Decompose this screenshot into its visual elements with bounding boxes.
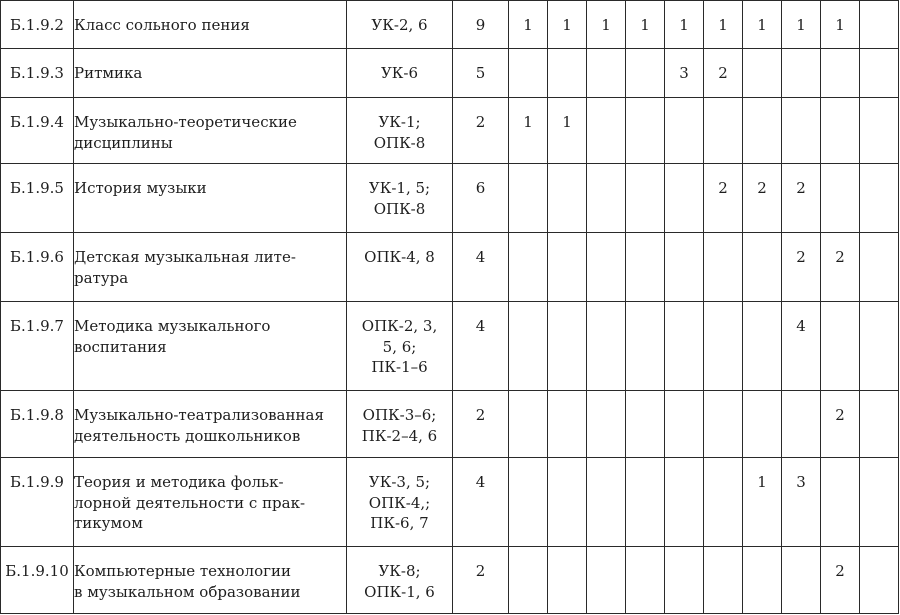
semester-cell-7 [743,98,782,164]
semester-cell-3 [587,391,626,458]
discipline-name-cell [74,233,347,302]
total-credits-cell: 4 [453,458,509,547]
discipline-name-cell [74,547,347,614]
semester-cell-9: 1 [821,1,860,49]
discipline-name-cell [74,302,347,391]
discipline-name-line: Теория и методика фольк- [74,473,284,491]
semester-cell-1 [509,302,548,391]
table-body [1,1,900,614]
competencies-cell [347,458,453,547]
discipline-name-cell [74,164,347,233]
semester-cell-4 [626,302,665,391]
table-row [1,98,900,164]
competency-line: УК-6 [380,64,419,82]
semester-cell-6: 1 [704,1,743,49]
semester-cell-5 [665,391,704,458]
semester-cell-1 [509,49,548,98]
discipline-name-line: в музыкальном образовании [74,582,301,601]
competency-line: ОПК-8 [373,133,426,152]
semester-cell-10 [860,547,899,614]
discipline-name-line: Музыкально-театрализованная [74,406,324,424]
discipline-name-line: Класс сольного пения [74,16,250,34]
discipline-name-cell [74,1,347,49]
semester-cell-10 [860,302,899,391]
semester-cell-8: 4 [782,302,821,391]
semester-cell-6 [704,302,743,391]
semester-cell-7 [743,233,782,302]
semester-cell-6 [704,233,743,302]
semester-cell-7 [743,49,782,98]
total-credits-cell: 4 [453,302,509,391]
competency-line: УК-2, 6 [371,16,428,34]
semester-cell-6 [704,547,743,614]
discipline-name-line: дисциплины [74,133,173,152]
discipline-code-cell: Б.1.9.8 [1,391,74,458]
semester-cell-4 [626,233,665,302]
table-row [1,164,900,233]
competency-line: ОПК-4,; [368,493,431,512]
competencies-cell [347,1,453,49]
semester-cell-7 [743,391,782,458]
discipline-name-line: деятельность дошкольников [74,426,301,445]
semester-cell-5 [665,233,704,302]
semester-cell-8: 2 [782,164,821,233]
semester-cell-1: 1 [509,98,548,164]
semester-cell-2 [548,302,587,391]
semester-cell-4 [626,458,665,547]
discipline-code-cell: Б.1.9.5 [1,164,74,233]
semester-cell-3 [587,547,626,614]
semester-cell-10 [860,233,899,302]
semester-cell-3 [587,458,626,547]
semester-cell-2 [548,458,587,547]
semester-cell-2 [548,164,587,233]
semester-cell-3 [587,164,626,233]
semester-cell-9: 2 [821,233,860,302]
semester-cell-2: 1 [548,98,587,164]
competency-line: ОПК-4, 8 [364,248,435,266]
semester-cell-5: 3 [665,49,704,98]
semester-cell-10 [860,1,899,49]
discipline-name-line: Музыкально-теоретические [74,113,297,131]
semester-cell-7: 1 [743,1,782,49]
discipline-code-cell: Б.1.9.7 [1,302,74,391]
semester-cell-5: 1 [665,1,704,49]
semester-cell-6 [704,98,743,164]
semester-cell-7: 2 [743,164,782,233]
semester-cell-1 [509,391,548,458]
semester-cell-6: 2 [704,49,743,98]
competency-line: УК-1; [378,113,421,131]
competency-line: ОПК-8 [373,199,426,218]
total-credits-cell: 5 [453,49,509,98]
semester-cell-10 [860,98,899,164]
semester-cell-9: 2 [821,391,860,458]
semester-cell-3 [587,98,626,164]
total-credits-cell: 9 [453,1,509,49]
discipline-code-cell: Б.1.9.3 [1,49,74,98]
semester-cell-8: 3 [782,458,821,547]
semester-cell-3 [587,49,626,98]
discipline-code-cell: Б.1.9.2 [1,1,74,49]
semester-cell-5 [665,547,704,614]
semester-cell-8: 1 [782,1,821,49]
semester-cell-5 [665,164,704,233]
semester-cell-9 [821,98,860,164]
competency-line: ОПК-3–6; [362,406,437,424]
semester-cell-8 [782,49,821,98]
competency-line: УК-3, 5; [368,473,431,491]
semester-cell-6 [704,458,743,547]
semester-cell-10 [860,164,899,233]
semester-cell-7 [743,302,782,391]
competency-line: ОПК-1, 6 [364,582,435,601]
competencies-cell [347,547,453,614]
semester-cell-3 [587,233,626,302]
semester-cell-4 [626,98,665,164]
competencies-cell [347,302,453,391]
semester-cell-9 [821,164,860,233]
semester-cell-8: 2 [782,233,821,302]
competency-line: ПК-6, 7 [370,514,429,532]
semester-cell-8 [782,547,821,614]
semester-cell-3: 1 [587,1,626,49]
discipline-name-line: Детская музыкальная лите- [74,248,296,266]
semester-cell-9 [821,49,860,98]
competency-line: УК-1, 5; [368,179,431,197]
table-row [1,302,900,391]
competencies-cell [347,233,453,302]
semester-cell-4 [626,49,665,98]
table-row [1,233,900,302]
semester-cell-1 [509,233,548,302]
discipline-name-cell [74,458,347,547]
semester-cell-10 [860,391,899,458]
semester-cell-9 [821,458,860,547]
semester-cell-5 [665,302,704,391]
semester-cell-4 [626,547,665,614]
semester-cell-2 [548,49,587,98]
semester-cell-1: 1 [509,1,548,49]
table-row [1,391,900,458]
semester-cell-8 [782,98,821,164]
discipline-name-line: Ритмика [74,64,143,82]
competencies-cell [347,164,453,233]
discipline-code-cell: Б.1.9.9 [1,458,74,547]
discipline-code-cell: Б.1.9.6 [1,233,74,302]
semester-cell-2 [548,547,587,614]
total-credits-cell: 4 [453,233,509,302]
discipline-name-line: История музыки [74,179,207,197]
semester-cell-9 [821,302,860,391]
competency-line: ПК-2–4, 6 [361,426,438,445]
competency-line: 5, 6; [382,337,417,356]
discipline-name-line: тикумом [74,514,143,532]
total-credits-cell: 2 [453,391,509,458]
semester-cell-5 [665,98,704,164]
semester-cell-7 [743,547,782,614]
table-row [1,458,900,547]
table-row [1,49,900,98]
semester-cell-2 [548,233,587,302]
discipline-name-line: Методика музыкального [74,317,271,335]
discipline-name-line: воспитания [74,337,167,356]
discipline-code-cell: Б.1.9.10 [1,547,74,614]
competencies-cell [347,391,453,458]
semester-cell-6 [704,391,743,458]
competency-line: ОПК-2, 3, [361,317,438,335]
total-credits-cell: 2 [453,547,509,614]
semester-cell-4: 1 [626,1,665,49]
competency-line: ПК-1–6 [371,358,428,376]
semester-cell-4 [626,391,665,458]
discipline-name-line: ратура [74,268,129,287]
discipline-name-line: Компьютерные технологии [74,562,291,580]
semester-cell-2 [548,391,587,458]
semester-cell-6: 2 [704,164,743,233]
competencies-cell [347,98,453,164]
semester-cell-9: 2 [821,547,860,614]
competency-line: УК-8; [378,562,421,580]
table-row [1,1,900,49]
discipline-name-cell [74,98,347,164]
semester-cell-10 [860,458,899,547]
semester-cell-5 [665,458,704,547]
discipline-name-cell [74,391,347,458]
semester-cell-1 [509,547,548,614]
discipline-name-line: лорной деятельности с прак- [74,493,306,512]
total-credits-cell: 2 [453,98,509,164]
semester-cell-8 [782,391,821,458]
semester-cell-1 [509,164,548,233]
semester-cell-4 [626,164,665,233]
semester-cell-2: 1 [548,1,587,49]
semester-cell-3 [587,302,626,391]
discipline-name-cell [74,49,347,98]
semester-cell-1 [509,458,548,547]
total-credits-cell: 6 [453,164,509,233]
discipline-code-cell: Б.1.9.4 [1,98,74,164]
table-row [1,547,900,614]
semester-cell-10 [860,49,899,98]
semester-cell-7: 1 [743,458,782,547]
competencies-cell [347,49,453,98]
